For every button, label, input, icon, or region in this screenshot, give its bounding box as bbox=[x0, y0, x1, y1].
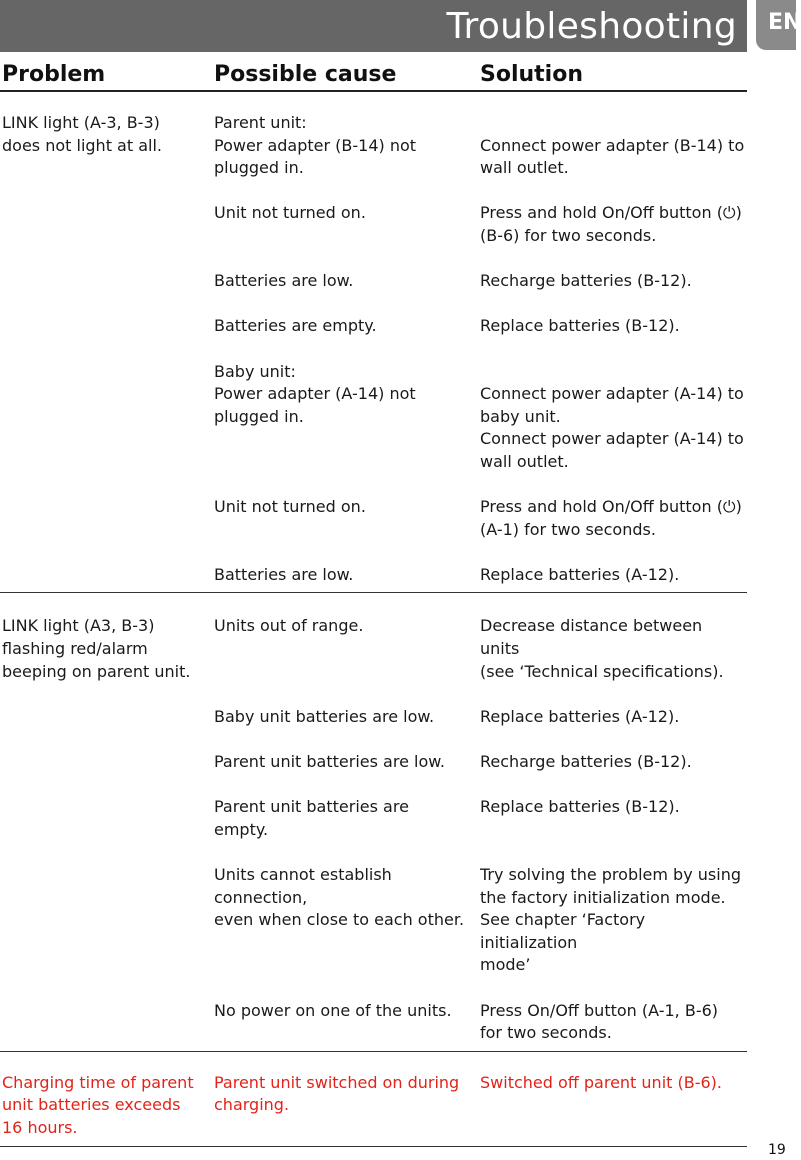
language-tab: EN bbox=[756, 0, 796, 50]
cause-text: Parent unit batteries are empty. bbox=[214, 797, 409, 839]
cause-text: Unit not turned on. bbox=[214, 203, 366, 223]
cause-text: Units out of range. bbox=[214, 616, 364, 636]
section-link-light-off bbox=[0, 112, 747, 593]
table-row bbox=[0, 977, 747, 1045]
problem-text: Charging time of parent unit batteries exceeds 16 hours. bbox=[2, 1072, 194, 1137]
cause-text: Parent unit: Power adapter (B-14) not plugged in. bbox=[214, 113, 417, 178]
table-row bbox=[0, 474, 747, 542]
cause-text: Batteries are low. bbox=[214, 564, 354, 584]
table-row bbox=[0, 541, 747, 586]
cause-text: Baby unit batteries are low. bbox=[214, 706, 435, 726]
table-row bbox=[0, 293, 747, 338]
table-row bbox=[0, 728, 747, 773]
cause-text: Unit not turned on. bbox=[214, 497, 366, 517]
page-title: Troubleshooting bbox=[446, 5, 737, 47]
cause-text: Parent unit switched on during charging. bbox=[214, 1072, 460, 1115]
column-header-cause: Possible cause bbox=[214, 62, 397, 87]
table-row bbox=[0, 180, 747, 248]
solution-text: Replace batteries (B-12). bbox=[480, 316, 680, 336]
section-link-light-flashing bbox=[0, 593, 747, 1051]
cause-text: Baby unit: Power adapter (A-14) not plugged in. bbox=[214, 361, 416, 426]
table-row bbox=[0, 683, 747, 728]
solution-text: Press On/Off button (A-1, B-6) for two seconds. bbox=[480, 1000, 719, 1043]
solution-text: Recharge batteries (B-12). bbox=[480, 271, 692, 291]
cause-text: Units cannot establish connection, even when close to each other. bbox=[214, 865, 465, 930]
column-header-solution: Solution bbox=[480, 62, 583, 87]
solution-text: Try solving the problem by using the factory initialization mode. See chapter ‘Factory initialization mode’ bbox=[480, 865, 741, 975]
solution-text: Replace batteries (A-12). bbox=[480, 706, 680, 726]
table-row bbox=[0, 774, 747, 842]
solution-text: Press and hold On/Off button (⏻) (B-6) for two seconds. bbox=[480, 203, 742, 245]
table-row bbox=[0, 248, 747, 293]
solution-text: Connect power adapter (A-14) to baby unit. Connect power adapter (A-14) to wall outlet. bbox=[480, 384, 744, 471]
cause-text: Batteries are empty. bbox=[214, 316, 377, 336]
cause-text: Batteries are low. bbox=[214, 271, 354, 291]
cause-text: No power on one of the units. bbox=[214, 1000, 452, 1020]
solution-text: Replace batteries (B-12). bbox=[480, 797, 680, 817]
problem-text: LINK light (A3, B-3) flashing red/alarm beeping on parent unit. bbox=[2, 616, 191, 681]
solution-text: Connect power adapter (B-14) to wall outlet. bbox=[480, 135, 745, 178]
section-charging-time bbox=[0, 1052, 747, 1147]
troubleshooting-table bbox=[0, 112, 747, 1147]
table-row bbox=[0, 841, 747, 977]
solution-text: Decrease distance between units (see ‘Technical specifications). bbox=[480, 616, 724, 681]
problem-text: LINK light (A-3, B-3) does not light at all. bbox=[2, 113, 162, 155]
solution-text: Press and hold On/Off button (⏻) (A-1) for two seconds. bbox=[480, 497, 742, 539]
page-number: 19 bbox=[768, 1142, 786, 1158]
column-headers bbox=[0, 60, 747, 92]
column-header-problem: Problem bbox=[2, 62, 106, 87]
solution-text: Recharge batteries (B-12). bbox=[480, 752, 692, 772]
table-row bbox=[0, 338, 747, 474]
cause-text: Parent unit batteries are low. bbox=[214, 752, 445, 772]
header-bar bbox=[0, 0, 747, 52]
solution-text: Switched off parent unit (B-6). bbox=[480, 1072, 722, 1092]
solution-text: Replace batteries (A-12). bbox=[480, 564, 680, 584]
